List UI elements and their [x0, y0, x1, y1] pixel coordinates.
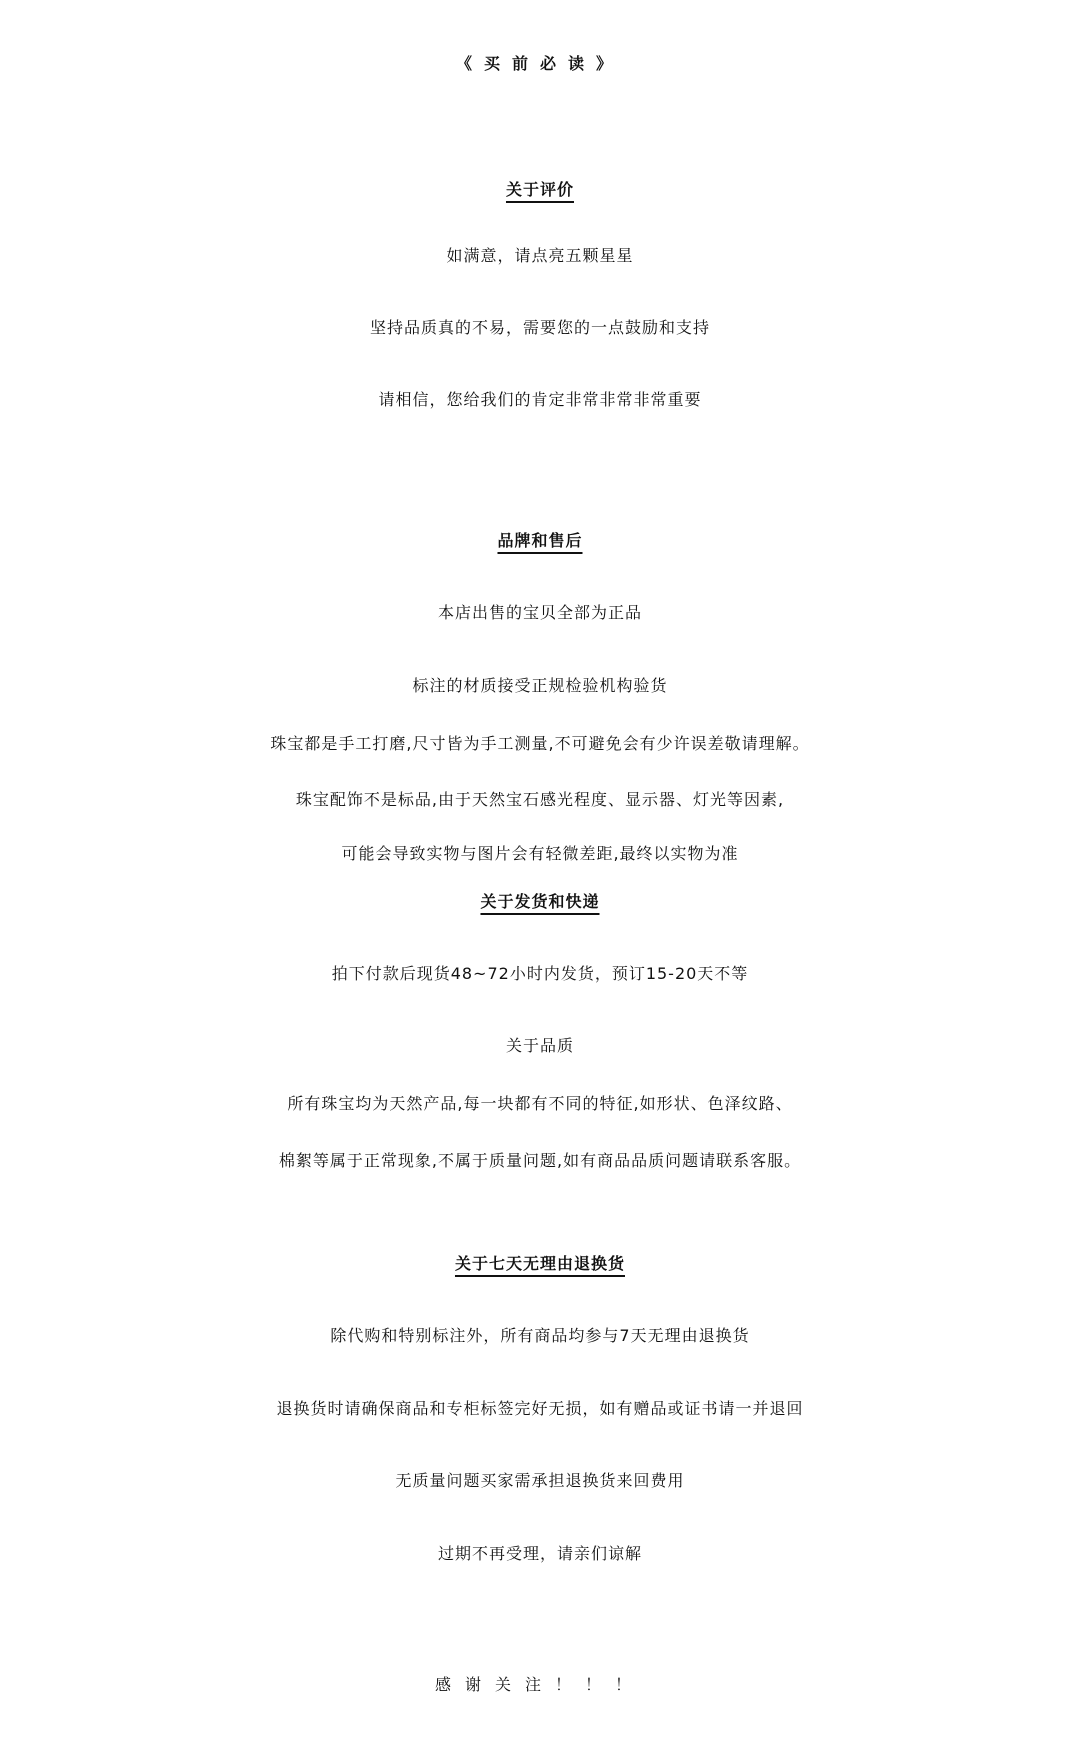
section-text-line: 请相信，您给我们的肯定非常非常非常重要: [378, 390, 702, 409]
section-text-line: 棉絮等属于正常现象,不属于质量问题,如有商品品质问题请联系客服。: [278, 1151, 802, 1170]
section-text-line: 如满意，请点亮五颗星星: [446, 246, 634, 265]
section-text-line: 珠宝都是手工打磨,尺寸皆为手工测量,不可避免会有少许误差敬请理解。: [270, 734, 810, 753]
section-text-line: 退换货时请确保商品和专柜标签完好无损，如有赠品或证书请一并退回: [276, 1399, 804, 1418]
section-heading-shipping: 关于发货和快递: [480, 892, 600, 911]
section-text-line: 无质量问题买家需承担退换货来回费用: [395, 1471, 685, 1490]
section-heading-brand-after-sales: 品牌和售后: [497, 531, 583, 550]
section-text-line: 本店出售的宝贝全部为正品: [437, 603, 642, 622]
section-text-line: 拍下付款后现货48~72小时内发货，预订15-20天不等: [331, 964, 749, 983]
section-text-line: 过期不再受理，请亲们谅解: [437, 1544, 642, 1563]
section-heading-reviews: 关于评价: [505, 180, 574, 199]
section-heading-returns: 关于七天无理由退换货: [454, 1254, 625, 1273]
page-title: 《买前必读》: [455, 54, 624, 73]
section-text-line: 除代购和特别标注外，所有商品均参与7天无理由退换货: [330, 1326, 750, 1345]
section-text-line: 所有珠宝均为天然产品,每一块都有不同的特征,如形状、色泽纹路、: [287, 1094, 793, 1113]
closing-thanks: 感谢关注！！！: [434, 1675, 645, 1694]
section-text-line: 关于品质: [505, 1036, 574, 1055]
section-text-line: 坚持品质真的不易，需要您的一点鼓励和支持: [369, 318, 710, 337]
section-text-line: 标注的材质接受正规检验机构验货: [412, 676, 668, 695]
section-text-line: 珠宝配饰不是标品,由于天然宝石感光程度、显示器、灯光等因素,: [295, 790, 785, 809]
section-text-line: 可能会导致实物与图片会有轻微差距,最终以实物为准: [341, 844, 739, 863]
